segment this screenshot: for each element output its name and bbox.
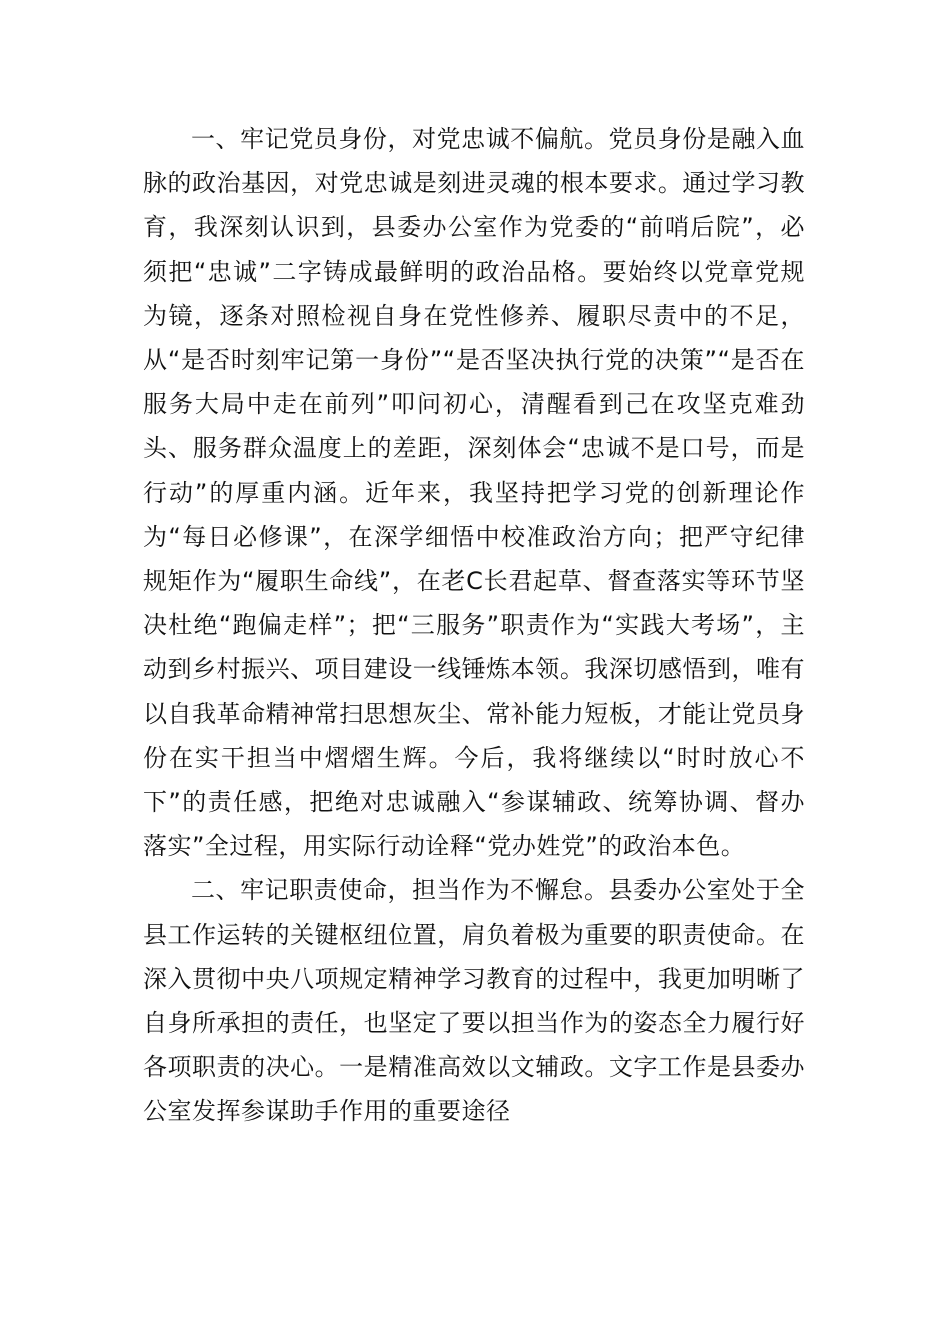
paragraph-responsibility: 二、牢记职责使命，担当作为不懈怠。县委办公室处于全县工作运转的关键枢纽位置，肩负着极为重要的职责使命。在深入贯彻中央八项规定精神学习教育的过程中，我更加明晰了自身所承担的责任，也坚定了要以担当作为的姿态全力履行好各项职责的决心。一是精准高效以文辅政。文字工作是县委办公室发挥参谋助手作用的重要途径: [143, 876, 805, 1126]
document-body: [143, 117, 805, 1134]
paragraph-loyalty: 一、牢记党员身份，对党忠诚不偏航。党员身份是融入血脉的政治基因，对党忠诚是刻进灵魂的根本要求。通过学习教育，我深刻认识到，县委办公室作为党委的“前哨后院”，必须把“忠诚”二字铸成最鲜明的政治品格。要始终以党章党规为镜，逐条对照检视自身在党性修养、履职尽责中的不足，从“是否时刻牢记第一身份”“是否坚决执行党的决策”“是否在服务大局中走在前列”叩问初心，清醒看到己在攻坚克难劲头、服务群众温度上的差距，深刻体会“忠诚不是口号，而是行动”的厚重内涵。近年来，我坚持把学习党的创新理论作为“每日必修课”，在深学细悟中校准政治方向；把严守纪律规矩作为“履职生命线”，在老C长君起草、督查落实等环节坚决杜绝“跑偏走样”；把“三服务”职责作为“实践大考场”，主动到乡村振兴、项目建设一线锤炼本领。我深切感悟到，唯有以自我革命精神常扫思想灰尘、常补能力短板，才能让党员身份在实干担当中熠熠生辉。今后，我将继续以“时时放心不下”的责任感，把绝对忠诚融入“参谋辅政、统筹协调、督办落实”全过程，用实际行动诠释“党办姓党”的政治本色。: [143, 125, 805, 861]
